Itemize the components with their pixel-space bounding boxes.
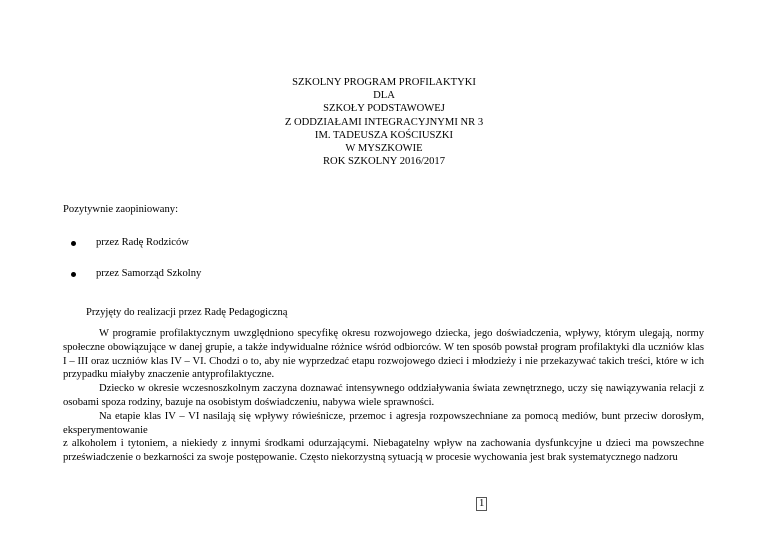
- title-line: SZKOŁY PODSTAWOWEJ: [323, 103, 445, 115]
- title-line: IM. TADEUSZA KOŚCIUSZKI: [314, 129, 454, 141]
- paragraph: z alkoholem i tytoniem, a niekiedy z innymi środkami odurzającymi. Niebagatelny wpływ na zachowania dysfunkcyjne u dzieci ma powszechne przeświadczenie o bezkarności za swoje postępowanie. Często niekorzystną sytuacją w procesie wychowania jest brak systematycznego nadzoru: [63, 438, 704, 464]
- bullet-icon: [71, 241, 76, 246]
- title-line: SZKOLNY PROGRAM PROFILAKTYKI: [292, 77, 476, 88]
- document-title: [0, 76, 768, 168]
- adopted-statement: Przyjęty do realizacji przez Radę Pedagogiczną: [86, 307, 288, 318]
- opinion-label: Pozytywnie zaopiniowany:: [63, 204, 179, 215]
- list-item-text: przez Radę Rodziców: [96, 237, 189, 248]
- bullet-icon: [71, 272, 76, 277]
- opinion-list: [71, 237, 201, 281]
- paragraph: Na etapie klas IV – VI nasilają się wpływy rówieśnicze, przemoc i agresja rozpowszechniane za pomocą mediów, bunt przeciw dorosłym, eksperymentowanie: [63, 410, 704, 436]
- body-text: [63, 327, 704, 465]
- paragraph: Dziecko w okresie wczesnoszkolnym zaczyna doznawać intensywnego oddziaływania świata zewnętrznego, uczy się nawiązywania relacji z osobami spoza rodziny, bazuje na osobistym doświadczeniu, nabywa wiele sprawności.: [63, 383, 704, 408]
- list-item: [71, 268, 201, 281]
- page-number: 1: [476, 497, 487, 511]
- title-line: DLA: [373, 90, 395, 102]
- title-line: ROK SZKOLNY 2016/2017: [322, 156, 446, 168]
- paragraph: W programie profilaktycznym uwzględniono specyfikę okresu rozwojowego dziecka, jego doświadczenia, wpływy, którym ulegają, normy społeczne obowiązujące w danej grupie, a także indywidualne różnice wśród odbiorców. W ten sposób powstał program profilaktyki dla uczniów klas I – III oraz uczniów klas IV – VI. Chodzi o to, aby nie wyprzedzać etapu rozwojowego dzieci i młodzieży i nie przekazywać takich treści, które w ich przypadku miałyby znaczenie antyprofilaktyczne.: [63, 328, 704, 381]
- title-line: Z ODDZIAŁAMI INTEGRACYJNYMI NR 3: [284, 116, 484, 128]
- list-item-text: przez Samorząd Szkolny: [96, 268, 202, 279]
- list-item: [71, 237, 201, 250]
- title-line: W MYSZKOWIE: [345, 143, 423, 155]
